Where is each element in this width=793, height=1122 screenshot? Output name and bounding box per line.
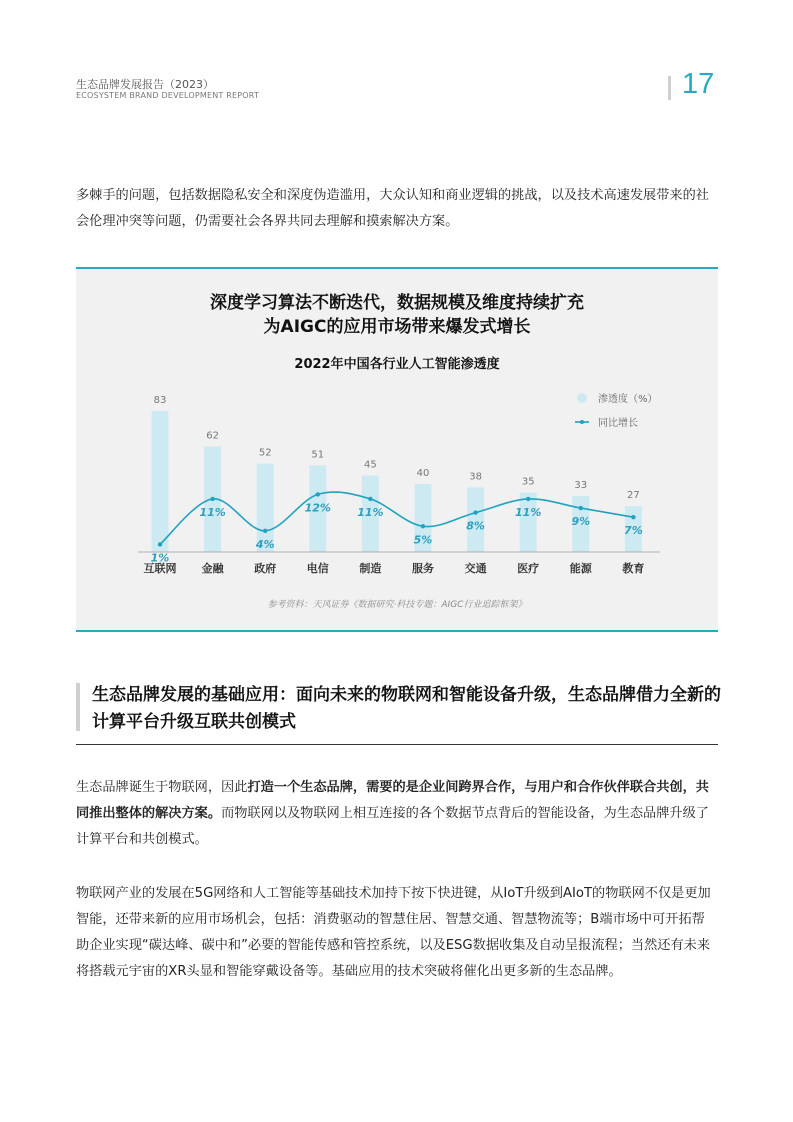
growth-label-0: 1%: [150, 551, 170, 565]
growth-label-1: 11%: [199, 505, 226, 519]
chart-legend: [575, 392, 658, 429]
section-title: 生态品牌发展的基础应用：面向未来的物联网和智能设备升级，生态品牌借力全新的计算平台升级互联共创模式: [92, 685, 721, 732]
growth-point-3: [316, 492, 320, 496]
growth-points-group: [158, 492, 636, 546]
bar-7: [520, 493, 537, 553]
growth-point-4: [368, 497, 372, 501]
x-tick-label-0: 互联网: [143, 562, 177, 575]
intro-paragraph: 多棘手的问题，包括数据隐私安全和深度伪造滥用，大众认知和商业逻辑的挑战，以及技术高速发展带来的社会伦理冲突等问题，仍需要社会各界共同去理解和摸索解决方案。: [76, 188, 709, 229]
growth-line: [160, 492, 633, 547]
section-rule: [76, 744, 718, 745]
growth-label-4: 11%: [357, 505, 384, 519]
growth-label-8: 9%: [571, 515, 591, 529]
header-title-cn: 生态品牌发展报告（2023）: [76, 78, 214, 91]
x-tick-label-7: 医疗: [517, 562, 540, 575]
growth-label-6: 8%: [466, 519, 485, 533]
bar-value-label-8: 33: [574, 479, 588, 491]
legend-bar-label: 渗透度（%）: [598, 394, 658, 405]
growth-label-3: 12%: [304, 501, 331, 515]
growth-label-5: 5%: [413, 533, 433, 547]
legend-line-dot: [580, 420, 584, 424]
x-tick-label-3: 电信: [306, 562, 329, 575]
growth-point-2: [263, 529, 267, 533]
bar-value-label-1: 62: [206, 430, 219, 442]
paragraph-1: [76, 775, 718, 853]
growth-point-9: [631, 515, 635, 519]
bar-value-label-5: 40: [416, 468, 430, 479]
page-number: 17: [682, 68, 715, 100]
bar-value-label-9: 27: [627, 490, 640, 502]
x-tick-label-9: 教育: [622, 562, 645, 575]
paragraph-1-pre: 生态品牌诞生于物联网，因此: [76, 780, 248, 795]
x-tick-label-6: 交通: [464, 562, 487, 575]
paragraph-1-post: 而物联网以及物联网上相互连接的各个数据节点背后的智能设备，为生态品牌升级了计算平台和共创模式。: [76, 806, 709, 847]
growth-point-6: [473, 510, 477, 514]
growth-label-2: 4%: [255, 537, 275, 551]
bar-value-label-0: 83: [153, 394, 167, 406]
bar-value-label-4: 45: [364, 459, 377, 471]
growth-point-7: [526, 497, 530, 501]
chart-source: 参考资料：天风证券《数据研究·科技专题：AIGC行业追踪框架》: [267, 600, 527, 610]
paragraph-1-bold: 打造一个生态品牌，需要的是企业间跨界合作，与用户和合作伙伴联合共创，共同推出整体的解决方案。: [76, 780, 709, 821]
x-tick-label-5: 服务: [412, 562, 434, 575]
bar-value-label-6: 38: [469, 471, 482, 483]
chart-headline-1: 深度学习算法不断迭代，数据规模及维度持续扩充: [210, 293, 584, 313]
x-tick-label-1: 金融: [201, 562, 224, 575]
x-tick-label-8: 能源: [569, 562, 592, 575]
chart-headline-2: 为AIGC的应用市场带来爆发式增长: [263, 317, 531, 337]
growth-label-9: 7%: [624, 524, 643, 538]
bar-0: [152, 411, 169, 552]
growth-point-5: [421, 524, 425, 528]
bar-value-label-3: 51: [311, 449, 325, 461]
growth-label-7: 11%: [515, 505, 542, 519]
bars-group: [152, 411, 642, 552]
legend-line-label: 同比增长: [598, 418, 638, 429]
chart-title: 2022年中国各行业人工智能渗透度: [294, 357, 500, 372]
chart-svg: [76, 269, 718, 630]
paragraph-2: 物联网产业的发展在5G网络和人工智能等基础技术加持下按下快进键，从IoT升级到AIoT的物联网不仅是更加智能，还带来新的应用市场机会，包括：消费驱动的智慧住居、智慧交通、智慧物流等；B端市场中可开拓帮助企业实现“碳达峰、碳中和”必要的智能传感和管控系统，以及ESG数据收集及自动呈报流程；当然还有未来将搭载元宇宙的XR头显和智能穿戴设备等。基础应用的技术突破将催化出更多新的生态品牌。: [76, 886, 711, 979]
x-tick-label-2: 政府: [254, 562, 277, 575]
x-tick-label-4: 制造: [359, 562, 382, 575]
bar-value-label-2: 52: [258, 447, 272, 459]
growth-point-0: [158, 542, 162, 546]
growth-point-1: [210, 497, 214, 501]
legend-bar-swatch: [577, 393, 587, 403]
chart-box: [76, 267, 718, 632]
header-title-en: ECOSYSTEM BRAND DEVELOPMENT REPORT: [76, 91, 260, 100]
section-title-marker: [76, 683, 80, 731]
page-number-divider: [668, 76, 671, 100]
bar-value-label-7: 35: [521, 476, 535, 488]
growth-point-8: [579, 506, 583, 510]
